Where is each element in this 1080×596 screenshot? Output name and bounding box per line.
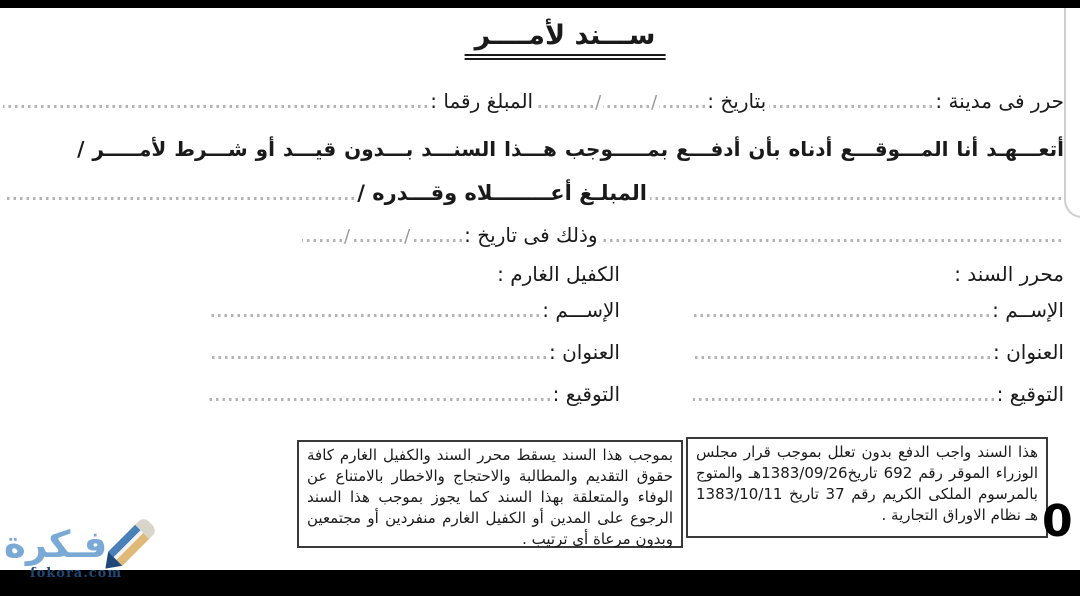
date-separator: / [344, 226, 351, 247]
fokera-watermark [0, 520, 180, 596]
maker-name-label: الإســم : [992, 298, 1064, 322]
legal-box-waiver-clause: بموجب هذا السند يسقط محرر السند والكفيل الغارم كافة حقوق التقديم والمطالبة والاحتجاج والاخطار بالامتناع عن الوفاء والمتعلقة بهذا السند كما يجوز بموجب هذا السند الرجوع على المدين أو الكفيل الغارم منفردين أو مجتمعين وبدون مرعاة أى ترتيب . [297, 440, 683, 548]
date-separator: / [595, 92, 602, 113]
city-field-dots [769, 105, 932, 108]
due-date-label: وذلك فى تاريخ : [464, 223, 598, 247]
document-title [465, 20, 666, 60]
promissory-note-document [0, 8, 1080, 570]
due-day-field-dots [412, 239, 462, 242]
guarantor-signature-row [205, 380, 620, 408]
pledge-line: أتعـــهـد أنا المـــوقـــع أدناه بأن أدفـــع بمـــــوجب هـــذا السنـــد بـــدون قيـــد أو شـــرط لأمـــــر / [77, 137, 1064, 161]
guarantor-column [205, 260, 620, 422]
payee-field-dots [650, 197, 1061, 200]
maker-signature-label: التوقيع : [996, 382, 1064, 406]
fokera-logo-text: فـكرة [4, 523, 108, 566]
guarantor-title: الكفيل الغارم : [497, 262, 620, 286]
amount-numeric-label: المبلغ رقما : [430, 89, 534, 113]
parties-section [205, 260, 1064, 422]
maker-address-row [690, 338, 1064, 366]
date-month-field-dots [603, 105, 649, 108]
letterbox-top-bar [0, 0, 1080, 8]
due-date-row [300, 222, 1064, 249]
date-label: بتاريخ : [707, 89, 767, 113]
legal-box-payment-decree: هذا السند واجب الدفع بدون تعلل بموجب قرار مجلس الوزراء الموقر رقم 692 تاريخ1383/09/26هـ والمتوج بالمرسوم الملكى الكريم رقم 37 تاريخ 1383/10/11 هـ نظام الاوراق التجارية . [686, 437, 1048, 538]
guarantor-name-label: الإســـم : [542, 298, 620, 322]
date-separator: / [404, 226, 411, 247]
guarantor-name-field-dots [208, 314, 539, 317]
amount-words-row [0, 180, 1064, 207]
maker-signature-row [690, 380, 1064, 408]
maker-title: محرر السند : [954, 262, 1064, 286]
date-day-field-dots [659, 105, 705, 108]
document-title-text: ســـند لأمــــر [465, 20, 666, 60]
guarantor-address-label: العنوان : [548, 340, 620, 364]
guarantor-address-field-dots [208, 356, 546, 359]
maker-address-field-dots [693, 356, 990, 359]
page-number: 0 [1042, 496, 1073, 547]
city-label: حرر فى مدينة : [935, 89, 1064, 113]
maker-name-row [690, 296, 1064, 324]
date-separator: / [651, 92, 658, 113]
page-edge-line [1064, 8, 1080, 218]
amount-words-label: المبلـغ أعــــــــلاه وقـــدره / [357, 181, 647, 205]
amount-numeric-field-dots [3, 105, 427, 108]
amount-words-field-dots [3, 197, 354, 200]
due-year-field-dots [302, 239, 342, 242]
maker-address-label: العنوان : [992, 340, 1064, 364]
header-row [0, 88, 1064, 115]
date-year-field-dots [535, 105, 593, 108]
maker-column [690, 260, 1064, 422]
fokera-domain-text: fokora.com [30, 566, 123, 581]
guarantor-address-row [205, 338, 620, 366]
due-date-leader-dots [601, 239, 1061, 242]
guarantor-signature-field-dots [208, 398, 550, 401]
maker-signature-field-dots [693, 398, 994, 401]
due-month-field-dots [352, 239, 402, 242]
guarantor-signature-label: التوقيع : [552, 382, 620, 406]
maker-name-field-dots [693, 314, 989, 317]
guarantor-name-row [205, 296, 620, 324]
